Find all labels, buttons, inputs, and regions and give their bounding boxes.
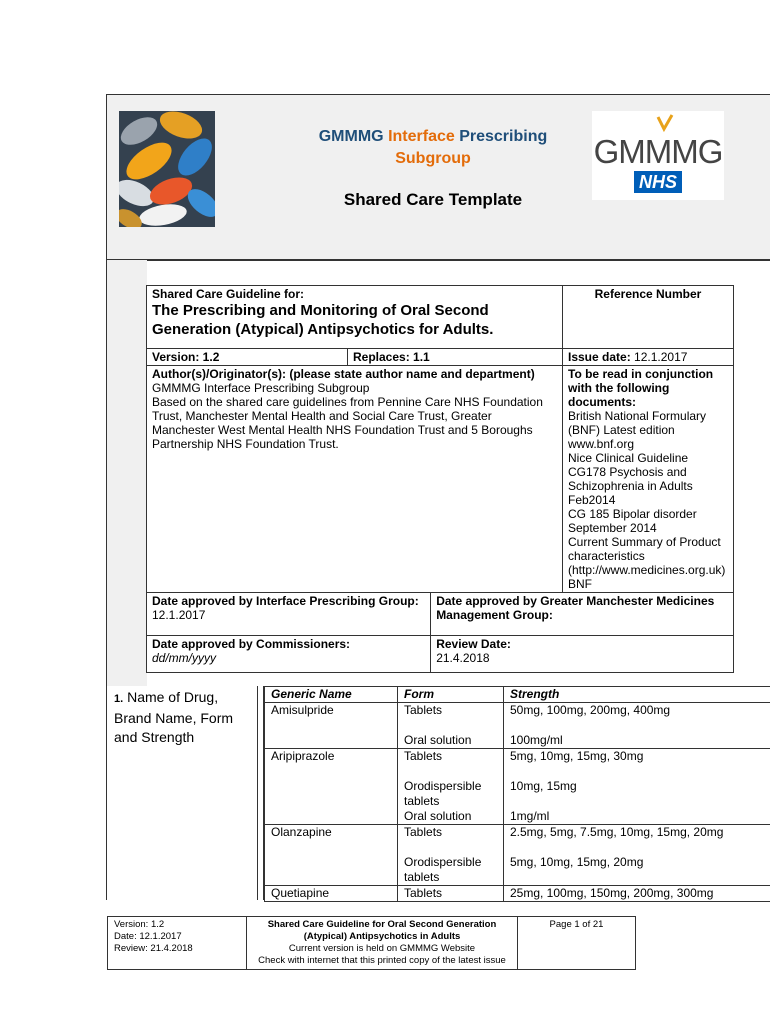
guideline-table bbox=[146, 285, 734, 673]
approved-ipg-label: Date approved by Interface Prescribing Group: bbox=[152, 594, 419, 608]
conjunction-item: BNF bbox=[568, 577, 592, 591]
generic-name: Aripiprazole bbox=[265, 749, 398, 825]
generic-name: Olanzapine bbox=[265, 825, 398, 886]
svg-text:NHS: NHS bbox=[638, 172, 678, 192]
drug-table bbox=[264, 686, 770, 902]
column-header: Generic Name bbox=[265, 687, 398, 703]
generic-name: Amisulpride bbox=[265, 703, 398, 749]
divider bbox=[106, 260, 770, 261]
approved-gm-label: Date approved by Greater Manchester Medicines Management Group: bbox=[436, 594, 715, 622]
table-row bbox=[265, 886, 770, 902]
table-row bbox=[265, 825, 770, 886]
strength-cell: 25mg, 100mg, 150mg, 200mg, 300mg bbox=[504, 886, 770, 902]
subgroup-title-line2: Subgroup bbox=[395, 150, 471, 167]
subgroup-title: GMMMG Interface Prescribing bbox=[318, 128, 548, 145]
column-header: Form bbox=[398, 687, 504, 703]
reference-number-cell bbox=[563, 286, 734, 349]
divider bbox=[257, 686, 258, 900]
form-cell: Tablets Oral solution bbox=[398, 703, 504, 749]
approved-ipg-cell bbox=[147, 593, 431, 636]
strength-cell: 2.5mg, 5mg, 7.5mg, 10mg, 15mg, 20mg 5mg, 10mg, 15mg, 20mg bbox=[504, 825, 770, 886]
guideline-title-cell bbox=[147, 286, 563, 349]
table-header-row bbox=[265, 687, 770, 703]
authors-line1: GMMMG Interface Prescribing Subgroup bbox=[152, 381, 370, 395]
footer-page-number: Page 1 of 21 bbox=[518, 917, 636, 970]
guideline-for-label: Shared Care Guideline for: bbox=[152, 287, 305, 301]
replaces-cell: Replaces: 1.1 bbox=[348, 349, 563, 366]
form-cell: Tablets bbox=[398, 886, 504, 902]
svg-text:GMMMG: GMMMG bbox=[593, 133, 723, 170]
footer-version-cell: Version: 1.2 Date: 12.1.2017 Review: 21.4.2018 bbox=[108, 917, 247, 970]
conjunction-cell bbox=[563, 366, 734, 593]
version-cell: Version: 1.2 bbox=[147, 349, 348, 366]
authors-label: Author(s)/Originator(s): (please state author name and department) bbox=[152, 367, 535, 381]
approved-commissioners-cell bbox=[147, 636, 431, 673]
issue-date-cell: Issue date: 12.1.2017 bbox=[563, 349, 734, 366]
table-row bbox=[265, 749, 770, 825]
column-header: Strength bbox=[504, 687, 770, 703]
conjunction-item: Current Summary of Product characteristics (http://www.medicines.org.uk) bbox=[568, 535, 726, 577]
gmmmg-nhs-logo bbox=[592, 111, 724, 200]
review-date-cell bbox=[431, 636, 734, 673]
template-title: Shared Care Template bbox=[343, 190, 523, 209]
conjunction-item: Nice Clinical Guideline CG178 Psychosis and Schizophrenia in Adults Feb2014 bbox=[568, 451, 693, 507]
conjunction-item: CG 185 Bipolar disorder September 2014 bbox=[568, 507, 697, 535]
authors-cell bbox=[147, 366, 563, 593]
drug-section-title: 1. Name of Drug, Brand Name, Form and Strength bbox=[114, 689, 234, 745]
page-footer bbox=[107, 916, 636, 970]
form-cell: Tablets Orodispersible tablets Oral solution bbox=[398, 749, 504, 825]
authors-line2: Based on the shared care guidelines from Pennine Care NHS Foundation Trust, Manchester Mental Health and Social Care Trust, Greater Manchester West Mental Health NHS Foundation Trust and 5 Boroughs Partnership NHS Foundation Trust. bbox=[152, 395, 543, 451]
approved-ipg-value: 12.1.2017 bbox=[152, 608, 206, 622]
conjunction-item: www.bnf.org bbox=[568, 437, 635, 451]
strength-cell: 5mg, 10mg, 15mg, 30mg 10mg, 15mg 1mg/ml bbox=[504, 749, 770, 825]
conjunction-label: To be read in conjunction with the following documents: bbox=[568, 367, 714, 409]
reference-number-label: Reference Number bbox=[594, 287, 702, 301]
pills-image bbox=[119, 111, 215, 227]
form-cell: Tablets Orodispersible tablets bbox=[398, 825, 504, 886]
generic-name: Quetiapine bbox=[265, 886, 398, 902]
conjunction-item: British National Formulary (BNF) Latest edition bbox=[568, 409, 707, 437]
approved-gm-cell bbox=[431, 593, 734, 636]
footer-center-cell: Shared Care Guideline for Oral Second Generation (Atypical) Antipsychotics in Adults Current version is held on GMMMG Website Check with internet that this printed copy of the latest issue bbox=[247, 917, 518, 970]
review-date-value: 21.4.2018 bbox=[436, 651, 490, 665]
guideline-title: The Prescribing and Monitoring of Oral Second Generation (Atypical) Antipsychotics for Adults. bbox=[152, 302, 494, 338]
table-row bbox=[265, 703, 770, 749]
approved-commissioners-label: Date approved by Commissioners: bbox=[152, 637, 351, 651]
review-date-label: Review Date: bbox=[436, 637, 511, 651]
approved-commissioners-value: dd/mm/yyyy bbox=[152, 651, 217, 665]
strength-cell: 50mg, 100mg, 200mg, 400mg 100mg/ml bbox=[504, 703, 770, 749]
left-margin-panel bbox=[106, 260, 147, 686]
